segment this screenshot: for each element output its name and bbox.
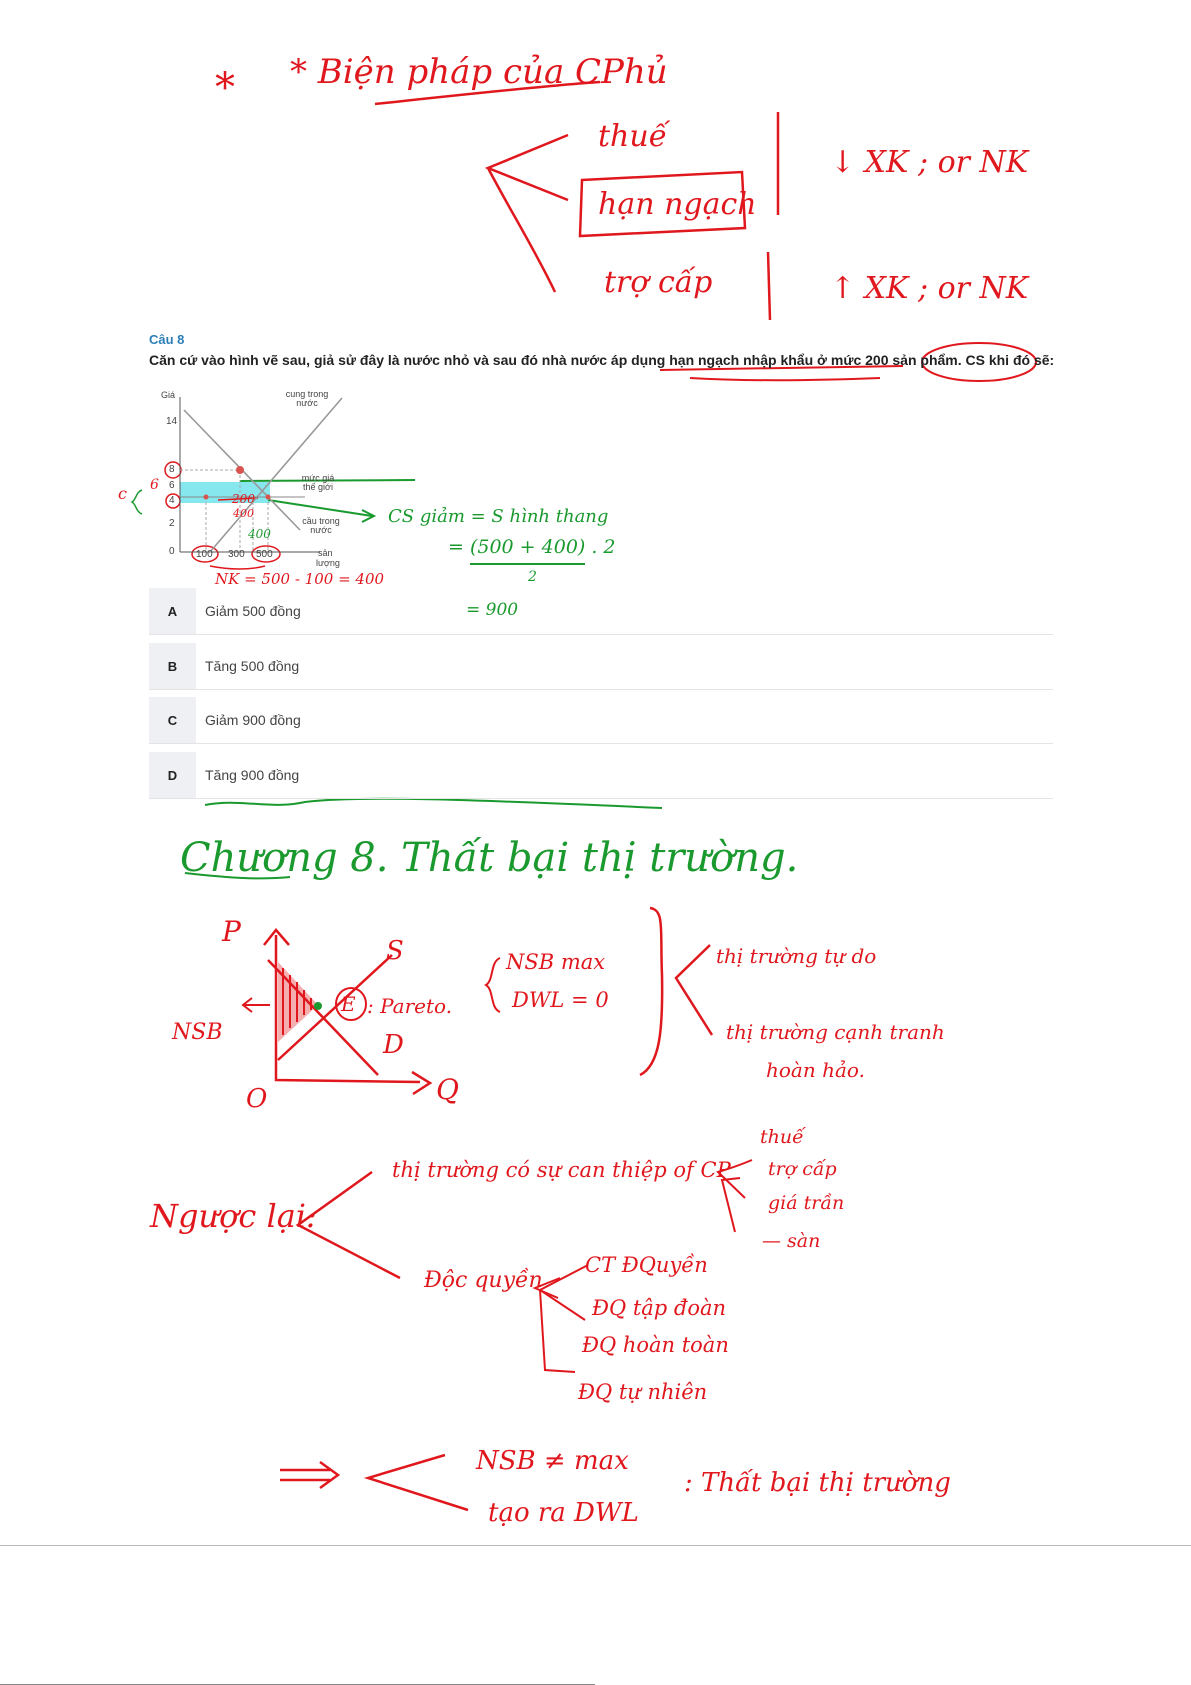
equilibrium-point xyxy=(314,1002,322,1010)
effect-up: ↑ XK ; or NK xyxy=(830,271,1029,306)
page-divider xyxy=(0,1545,1191,1546)
option-c-letter: C xyxy=(149,697,196,743)
quota-underline-2 xyxy=(690,378,880,380)
option-a[interactable] xyxy=(149,588,1053,635)
ann-result: = 900 xyxy=(466,600,519,620)
monopoly: Độc quyền xyxy=(424,1268,543,1293)
monopoly-2: ĐQ tập đoàn xyxy=(592,1296,727,1320)
divider-lower xyxy=(768,252,770,320)
effect-down: ↓ XK ; or NK xyxy=(830,145,1029,180)
intv-tax: thuế xyxy=(760,1126,804,1148)
y-tick-6: 6 xyxy=(169,480,175,491)
brace-nsb xyxy=(486,958,500,1012)
option-d-text: Tăng 900 đồng xyxy=(205,767,300,783)
demand-label: cầu trong nước xyxy=(302,516,340,535)
x-tick-500: 500 xyxy=(256,549,273,560)
chart-import-point-right xyxy=(266,495,271,500)
item-tax: thuế xyxy=(598,119,668,154)
ann-cs-label: CS giảm = S hình thang xyxy=(388,506,609,527)
monopoly-4: ĐQ tự nhiên xyxy=(578,1380,708,1404)
reverse-title: Ngược lại: xyxy=(150,1197,317,1235)
conclusion-2: tạo ra DWL xyxy=(488,1498,639,1528)
option-d[interactable] xyxy=(149,752,1053,799)
ann-400-lower: 400 xyxy=(248,527,271,541)
dwl-zero: DWL = 0 xyxy=(512,988,609,1012)
label-e: E xyxy=(341,992,356,1016)
branch-bracket xyxy=(676,945,712,1035)
bracket-6 xyxy=(132,490,142,514)
y-tick-4: 4 xyxy=(169,495,175,506)
label-s: S xyxy=(386,936,404,966)
ann-6: 6 xyxy=(150,477,159,493)
intv-subsidy: trợ cấp xyxy=(768,1158,837,1180)
option-b-text: Tăng 500 đồng xyxy=(205,658,300,674)
conclusion-result: : Thất bại thị trường xyxy=(684,1468,951,1498)
label-q: Q xyxy=(436,1073,459,1106)
chart-eq-point xyxy=(236,466,244,474)
x-tick-100: 100 xyxy=(196,549,213,560)
ann-400-upper: 400 xyxy=(233,507,254,520)
ann-quota-200: 200 xyxy=(232,492,255,506)
chart-y-axis-label: Giá xyxy=(161,390,176,400)
intv-ceiling: giá trần xyxy=(768,1192,845,1214)
question-text: Căn cứ vào hình vẽ sau, giả sử đây là nước nhỏ và sau đó nhà nước áp dụng hạn ngạch nhập khẩu ở mức 200 sản phẩm. CS khi đó sẽ: xyxy=(149,352,1055,368)
perfect-market-1: thị trường tự do xyxy=(716,944,877,968)
supply-label: cung trong nước xyxy=(285,389,329,408)
chapter-title: Chương 8. Thất bại thị trường. xyxy=(180,835,799,881)
y-tick-14: 14 xyxy=(166,416,178,427)
label-d: D xyxy=(383,1030,404,1060)
world-price-label: mức giá thế giới xyxy=(301,473,335,492)
monopoly-3: ĐQ hoàn toàn xyxy=(582,1333,729,1357)
y-tick-8: 8 xyxy=(169,464,175,475)
intv-floor: — sàn xyxy=(762,1230,821,1252)
conclusion-1: NSB ≠ max xyxy=(476,1446,629,1476)
label-pareto: : Pareto. xyxy=(367,994,453,1018)
question-label: Câu 8 xyxy=(149,332,185,347)
options-underline xyxy=(205,799,662,808)
option-c-text: Giảm 900 đồng xyxy=(205,712,301,728)
option-d-letter: D xyxy=(149,752,196,798)
y-tick-2: 2 xyxy=(169,518,175,529)
nsb-arrow xyxy=(243,998,270,1012)
chart-x-axis-label-1: sản xyxy=(318,548,333,558)
label-nsb: NSB xyxy=(172,1020,223,1045)
item-quota: hạn ngạch xyxy=(598,187,757,222)
ann-6-left: c xyxy=(118,484,127,503)
big-bracket xyxy=(640,908,662,1075)
ann-denominator: 2 xyxy=(528,569,537,585)
option-c[interactable] xyxy=(149,697,1053,744)
conclusion-branch xyxy=(368,1455,468,1510)
monopoly-branch xyxy=(540,1265,588,1372)
x-tick-300: 300 xyxy=(228,549,245,560)
ann-formula: = (500 + 400) . 2 xyxy=(448,536,616,558)
title-star: * xyxy=(215,65,235,111)
option-a-text: Giảm 500 đồng xyxy=(205,603,301,619)
bracket-bottom xyxy=(488,168,555,292)
chart-x-axis-label-2: lượng xyxy=(316,558,340,568)
notes-title: * Biện pháp của CPhủ xyxy=(290,52,668,92)
perfect-market-2: thị trường cạnh tranh xyxy=(726,1020,945,1044)
axis-p: P xyxy=(222,915,241,948)
nsb-max: NSB max xyxy=(506,950,606,974)
option-b[interactable] xyxy=(149,643,1053,690)
intervention: thị trường có sự can thiệp of CP xyxy=(392,1158,731,1182)
option-b-letter: B xyxy=(149,643,196,689)
chart-import-point-left xyxy=(204,495,209,500)
item-subsidy: trợ cấp xyxy=(604,265,713,300)
quota-span-mark xyxy=(210,566,265,569)
perfect-market-3: hoàn hảo. xyxy=(766,1058,865,1082)
label-o: O xyxy=(246,1084,268,1114)
implies-arrow xyxy=(280,1462,338,1488)
monopoly-1: CT ĐQuyền xyxy=(585,1253,708,1277)
option-a-letter: A xyxy=(149,588,196,634)
intervention-bracket xyxy=(722,1178,740,1232)
y-tick-0: 0 xyxy=(169,546,175,557)
ann-nk: NK = 500 - 100 = 400 xyxy=(215,570,385,588)
